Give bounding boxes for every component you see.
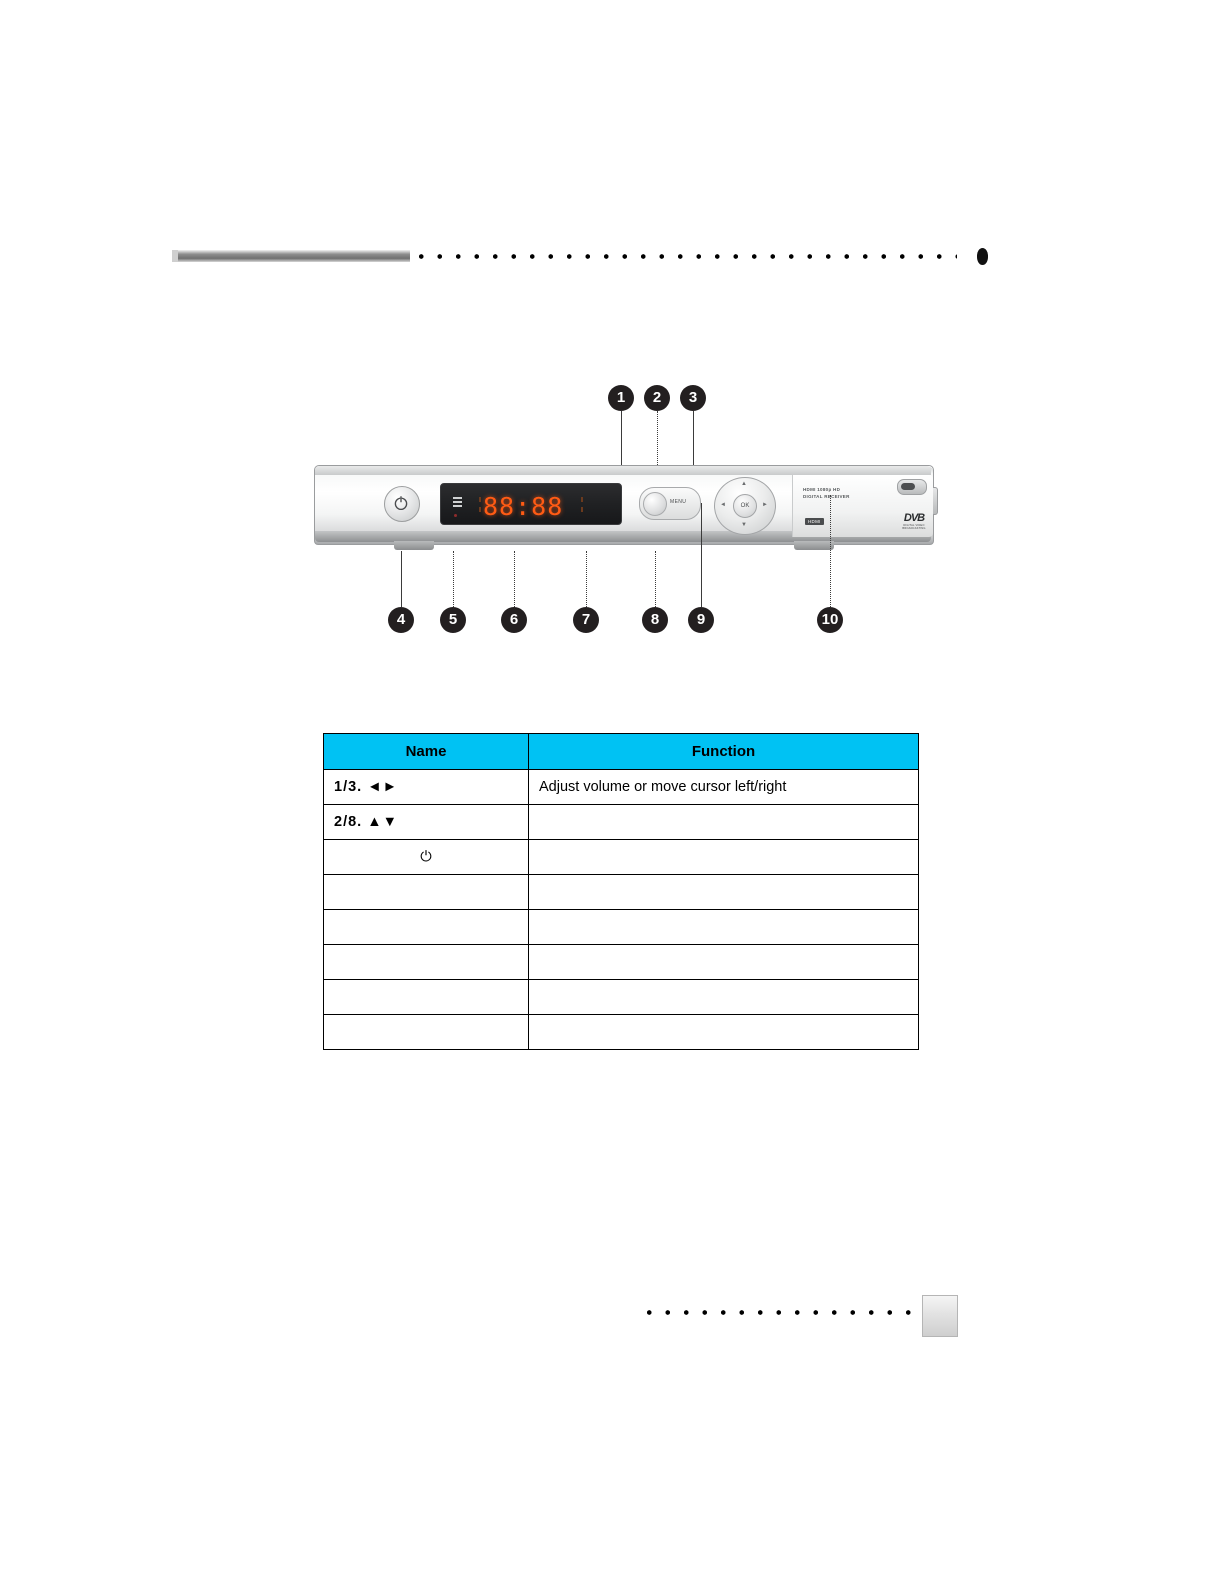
nav-down-icon[interactable]: ▼ <box>741 522 747 528</box>
menu-knob-icon <box>643 492 667 516</box>
brand-line-1: HDMI 1080p HD <box>803 487 841 492</box>
cell-name: ⏻ <box>324 840 529 875</box>
cell-name <box>324 980 529 1015</box>
cell-name <box>324 945 529 980</box>
callout-4: 4 <box>388 607 414 633</box>
header-gradient-bar <box>172 250 410 262</box>
standby-led-icon <box>454 514 457 517</box>
table-row <box>324 805 919 840</box>
cell-function <box>529 840 919 875</box>
table-row <box>324 910 919 945</box>
nav-up-icon[interactable]: ▲ <box>741 481 747 487</box>
callout-3: 3 <box>680 385 706 411</box>
cell-function <box>529 980 919 1015</box>
table-row <box>324 840 919 875</box>
leader-4 <box>401 551 402 607</box>
column-header-function: Function <box>529 734 919 770</box>
header-rule <box>172 246 992 270</box>
leader-6 <box>514 551 515 607</box>
card-slot-icon <box>897 479 927 495</box>
card-slot-inner <box>901 483 915 490</box>
table-row <box>324 1015 919 1050</box>
leader-8 <box>655 551 656 607</box>
display-tick <box>479 507 481 512</box>
cell-function <box>529 945 919 980</box>
menu-button[interactable] <box>639 487 701 520</box>
navigation-cluster[interactable] <box>714 477 776 535</box>
footer-dot-leader <box>640 1309 912 1316</box>
display-tick <box>479 497 481 502</box>
callout-2: 2 <box>644 385 670 411</box>
cell-function <box>529 910 919 945</box>
dvb-logo-text: DVB <box>903 512 925 524</box>
cell-name <box>324 910 529 945</box>
nav-left-icon[interactable]: ◄ <box>720 502 726 508</box>
footer-rule <box>640 1295 960 1335</box>
callout-1: 1 <box>608 385 634 411</box>
footer-page-box <box>922 1295 958 1337</box>
power-icon <box>392 494 410 512</box>
front-right-panel <box>792 475 933 537</box>
column-header-name: Name <box>324 734 529 770</box>
header-end-dot-icon <box>977 248 988 265</box>
header-dot-leader <box>412 253 957 260</box>
cell-name: 2/8. ▲▼ <box>324 805 529 840</box>
cell-function <box>529 805 919 840</box>
brand-line-2: DIGITAL RECEIVER <box>803 494 850 499</box>
dvb-logo <box>895 513 933 530</box>
leader-5 <box>453 551 454 607</box>
chassis-foot-left <box>394 541 434 550</box>
front-panel-function-table <box>323 733 919 1050</box>
callout-9: 9 <box>688 607 714 633</box>
chassis-top-strip <box>315 466 931 475</box>
cell-name: 1/3. ◄► <box>324 770 529 805</box>
callout-7: 7 <box>573 607 599 633</box>
leader-10 <box>830 495 831 607</box>
table-row <box>324 980 919 1015</box>
callout-5: 5 <box>440 607 466 633</box>
menu-button-label: MENU <box>670 499 687 505</box>
display-signal-icon <box>453 497 462 509</box>
callout-10: 10 <box>817 607 843 633</box>
table-header-row <box>324 734 919 770</box>
nav-right-icon[interactable]: ► <box>762 502 768 508</box>
cell-function: Adjust volume or move cursor left/right <box>529 770 919 805</box>
front-panel-diagram <box>310 385 940 655</box>
dvb-logo-subtext: DIGITAL VIDEO BROADCASTING <box>902 524 926 530</box>
led-display-panel <box>440 483 622 525</box>
callout-6: 6 <box>501 607 527 633</box>
chassis-foot-right <box>794 541 834 550</box>
table-row <box>324 945 919 980</box>
hdmi-badge-label: HDMI <box>805 518 824 525</box>
cell-function <box>529 875 919 910</box>
cell-name <box>324 875 529 910</box>
table-row <box>324 770 919 805</box>
leader-9 <box>701 503 702 607</box>
hdmi-badge <box>803 517 826 526</box>
display-value: 88:88 <box>483 492 564 521</box>
leader-7 <box>586 551 587 607</box>
cell-function <box>529 1015 919 1050</box>
cell-name <box>324 1015 529 1050</box>
table-row <box>324 875 919 910</box>
ok-button[interactable]: OK <box>733 494 757 518</box>
receiver-chassis <box>314 465 932 551</box>
display-tick <box>581 497 583 502</box>
callout-8: 8 <box>642 607 668 633</box>
display-tick <box>581 507 583 512</box>
power-button[interactable] <box>384 486 420 522</box>
